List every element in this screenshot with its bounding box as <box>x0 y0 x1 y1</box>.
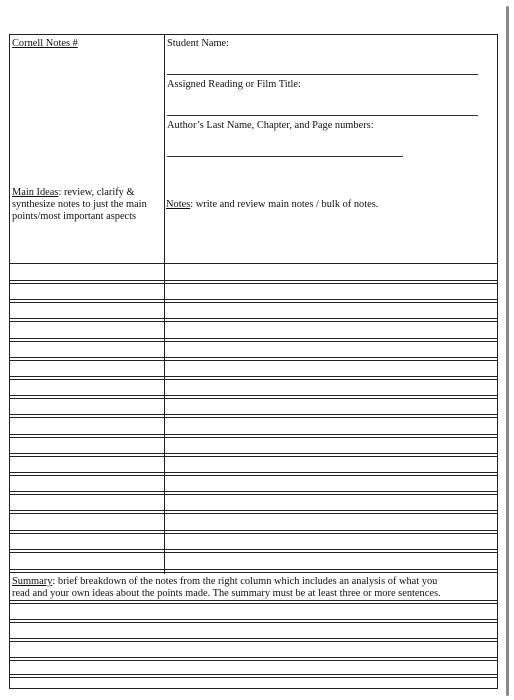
main-ideas-line-1: : review, clarify & <box>58 187 135 198</box>
header-separator <box>9 263 498 264</box>
author-chapter-label: Author’s Last Name, Chapter, and Page numbers: <box>167 120 374 131</box>
main-ideas-line-2: synthesize notes to just the main <box>12 199 147 210</box>
author-chapter-line[interactable] <box>167 156 403 157</box>
student-name-line[interactable] <box>167 74 478 75</box>
summary-instructions <box>12 576 437 588</box>
summary-line-2: read and your own ideas about the points made. The summary must be at least three or more sentences. <box>12 588 441 599</box>
summary-label: Summary <box>12 576 53 587</box>
scrollbar[interactable] <box>506 6 509 696</box>
student-name-label: Student Name: <box>167 38 230 49</box>
reading-title-label: Assigned Reading or Film Title: <box>167 79 301 90</box>
column-divider <box>164 34 165 574</box>
cornell-notes-title: Cornell Notes # <box>12 38 78 49</box>
main-ideas-instructions <box>12 187 135 199</box>
main-ideas-line-3: points/most important aspects <box>12 211 137 222</box>
reading-title-line[interactable] <box>167 115 478 116</box>
summary-line-1: : brief breakdown of the notes from the right column which includes an analysis of what you <box>52 576 438 587</box>
notes-label: Notes <box>166 199 191 210</box>
main-ideas-label: Main Ideas <box>12 187 59 198</box>
notes-instructions <box>166 199 378 211</box>
notes-text: : write and review main notes / bulk of notes. <box>190 199 379 210</box>
